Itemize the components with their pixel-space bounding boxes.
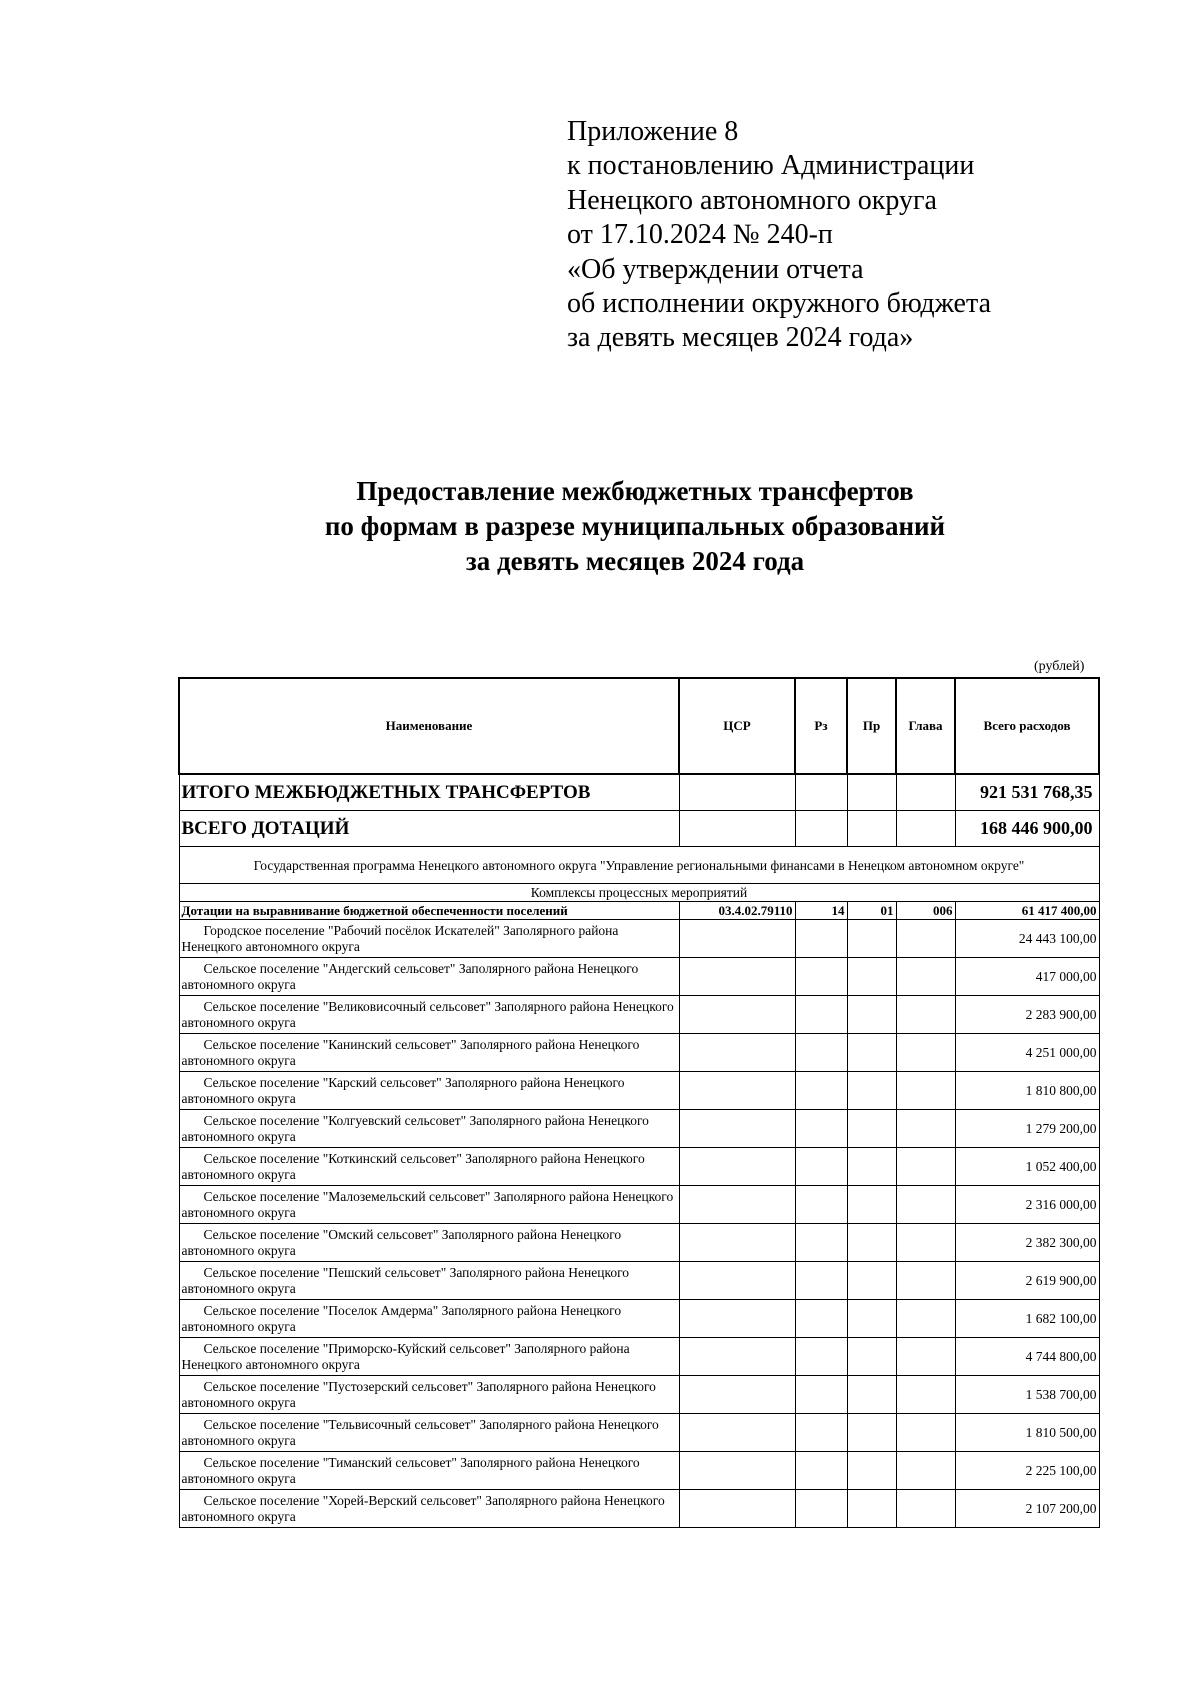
table-header-row bbox=[179, 678, 1099, 774]
csr-cell bbox=[679, 1376, 795, 1414]
appendix-line: Ненецкого автономного округа bbox=[567, 184, 937, 216]
pr-cell bbox=[847, 1224, 896, 1262]
rz-cell bbox=[795, 1186, 847, 1224]
appendix-line: Приложение 8 bbox=[567, 116, 739, 147]
grant-csr: 03.4.02.79110 bbox=[679, 902, 795, 920]
municipality-name: Сельское поселение "Великовисочный сельсовет" Заполярного района Ненецкого автономного округа bbox=[179, 996, 679, 1034]
municipality-name: Сельское поселение "Омский сельсовет" Заполярного района Ненецкого автономного округа bbox=[179, 1224, 679, 1262]
pr-cell bbox=[847, 1490, 896, 1528]
pr-cell bbox=[847, 1338, 896, 1376]
csr-cell bbox=[679, 1034, 795, 1072]
appendix-line: за девять месяцев 2024 года» bbox=[567, 322, 914, 354]
glava-cell bbox=[896, 1452, 955, 1490]
csr-cell bbox=[679, 1148, 795, 1186]
pr-cell bbox=[847, 1414, 896, 1452]
subsidies-total-amount: 168 446 900,00 bbox=[955, 811, 1099, 847]
glava-cell bbox=[896, 1034, 955, 1072]
appendix-block bbox=[567, 115, 991, 356]
rz-cell bbox=[795, 1110, 847, 1148]
pr-cell bbox=[847, 1186, 896, 1224]
glava-cell bbox=[896, 1148, 955, 1186]
table-row bbox=[179, 1148, 1099, 1186]
table-row bbox=[179, 1262, 1099, 1300]
municipality-name: Сельское поселение "Поселок Амдерма" Заполярного района Ненецкого автономного округа bbox=[179, 1300, 679, 1338]
municipality-name: Сельское поселение "Колгуевский сельсовет" Заполярного района Ненецкого автономного округа bbox=[179, 1110, 679, 1148]
rz-cell bbox=[795, 1300, 847, 1338]
municipality-amount: 2 619 900,00 bbox=[955, 1262, 1099, 1300]
program-row bbox=[179, 847, 1099, 884]
grant-amount: 61 417 400,00 bbox=[955, 902, 1099, 920]
municipality-amount: 2 316 000,00 bbox=[955, 1186, 1099, 1224]
csr-cell bbox=[679, 1186, 795, 1224]
municipality-amount: 1 810 500,00 bbox=[955, 1414, 1099, 1452]
glava-cell bbox=[896, 1338, 955, 1376]
table-row bbox=[179, 920, 1099, 958]
glava-cell bbox=[896, 1376, 955, 1414]
municipality-amount: 1 810 800,00 bbox=[955, 1072, 1099, 1110]
rz-cell bbox=[795, 1262, 847, 1300]
municipality-amount: 2 382 300,00 bbox=[955, 1224, 1099, 1262]
rz-cell bbox=[795, 1148, 847, 1186]
csr-cell bbox=[679, 1262, 795, 1300]
table-row bbox=[179, 1110, 1099, 1148]
header-pr: Пр bbox=[847, 678, 896, 774]
municipality-amount: 24 443 100,00 bbox=[955, 920, 1099, 958]
municipality-amount: 1 279 200,00 bbox=[955, 1110, 1099, 1148]
rz-cell bbox=[795, 958, 847, 996]
municipality-amount: 2 225 100,00 bbox=[955, 1452, 1099, 1490]
pr-cell bbox=[847, 1376, 896, 1414]
pr-cell bbox=[847, 1452, 896, 1490]
grant-name: Дотации на выравнивание бюджетной обеспеченности поселений bbox=[179, 902, 679, 920]
table-row bbox=[179, 1490, 1099, 1528]
glava-cell bbox=[896, 1300, 955, 1338]
pr-cell bbox=[847, 1148, 896, 1186]
table-row bbox=[179, 1452, 1099, 1490]
municipality-name: Городское поселение "Рабочий посёлок Искателей" Заполярного района Ненецкого автономного округа bbox=[179, 920, 679, 958]
csr-cell bbox=[679, 1300, 795, 1338]
municipality-name: Сельское поселение "Приморско-Куйский сельсовет" Заполярного района Ненецкого автономного округа bbox=[179, 1338, 679, 1376]
title-line: за девять месяцев 2024 года bbox=[465, 546, 805, 576]
csr-cell bbox=[679, 996, 795, 1034]
pr-cell bbox=[847, 958, 896, 996]
appendix-line: «Об утверждении отчета bbox=[567, 253, 864, 285]
glava-cell bbox=[896, 920, 955, 958]
municipality-name: Сельское поселение "Канинский сельсовет" Заполярного района Ненецкого автономного округа bbox=[179, 1034, 679, 1072]
municipality-amount: 1 538 700,00 bbox=[955, 1376, 1099, 1414]
table-row bbox=[179, 958, 1099, 996]
table-row bbox=[179, 1338, 1099, 1376]
rz-cell bbox=[795, 1224, 847, 1262]
units-label: (рублей) bbox=[1034, 659, 1085, 674]
municipality-amount: 417 000,00 bbox=[955, 958, 1099, 996]
grant-glava: 006 bbox=[896, 902, 955, 920]
glava-cell bbox=[896, 1490, 955, 1528]
table-row bbox=[179, 1300, 1099, 1338]
glava-cell bbox=[896, 1072, 955, 1110]
municipality-amount: 4 251 000,00 bbox=[955, 1034, 1099, 1072]
rz-cell bbox=[795, 996, 847, 1034]
municipality-name: Сельское поселение "Андегский сельсовет" Заполярного района Ненецкого автономного округа bbox=[179, 958, 679, 996]
table-row bbox=[179, 1186, 1099, 1224]
table-row bbox=[179, 1072, 1099, 1110]
rz-cell bbox=[795, 1034, 847, 1072]
transfers-table bbox=[178, 677, 1100, 1528]
csr-cell bbox=[679, 1452, 795, 1490]
municipality-name: Сельское поселение "Карский сельсовет" Заполярного района Ненецкого автономного округа bbox=[179, 1072, 679, 1110]
glava-cell bbox=[896, 1110, 955, 1148]
table-row bbox=[179, 996, 1099, 1034]
municipality-name: Сельское поселение "Пешский сельсовет" Заполярного района Ненецкого автономного округа bbox=[179, 1262, 679, 1300]
complex-row bbox=[179, 884, 1099, 902]
document-title bbox=[0, 474, 1200, 579]
header-rz: Рз bbox=[795, 678, 847, 774]
grand-total-amount: 921 531 768,35 bbox=[955, 774, 1099, 811]
subsidies-total-row bbox=[179, 811, 1099, 847]
complex-title: Комплексы процессных мероприятий bbox=[179, 884, 1099, 902]
table-row bbox=[179, 1034, 1099, 1072]
rz-cell bbox=[795, 1338, 847, 1376]
municipality-amount: 1 682 100,00 bbox=[955, 1300, 1099, 1338]
pr-cell bbox=[847, 996, 896, 1034]
header-total: Всего расходов bbox=[955, 678, 1099, 774]
pr-cell bbox=[847, 1110, 896, 1148]
glava-cell bbox=[896, 1262, 955, 1300]
csr-cell bbox=[679, 958, 795, 996]
csr-cell bbox=[679, 1490, 795, 1528]
csr-cell bbox=[679, 1338, 795, 1376]
rz-cell bbox=[795, 1490, 847, 1528]
csr-cell bbox=[679, 920, 795, 958]
header-csr: ЦСР bbox=[679, 678, 795, 774]
csr-cell bbox=[679, 1414, 795, 1452]
pr-cell bbox=[847, 1262, 896, 1300]
grant-rz: 14 bbox=[795, 902, 847, 920]
municipality-name: Сельское поселение "Тельвисочный сельсовет" Заполярного района Ненецкого автономного округа bbox=[179, 1414, 679, 1452]
municipality-name: Сельское поселение "Коткинский сельсовет" Заполярного района Ненецкого автономного округа bbox=[179, 1148, 679, 1186]
glava-cell bbox=[896, 1414, 955, 1452]
rz-cell bbox=[795, 1452, 847, 1490]
appendix-line: к постановлению Администрации bbox=[567, 150, 975, 182]
glava-cell bbox=[896, 1224, 955, 1262]
table-row bbox=[179, 1224, 1099, 1262]
municipality-name: Сельское поселение "Тиманский сельсовет" Заполярного района Ненецкого автономного округа bbox=[179, 1452, 679, 1490]
grant-row bbox=[179, 902, 1099, 920]
pr-cell bbox=[847, 1072, 896, 1110]
pr-cell bbox=[847, 920, 896, 958]
municipality-name: Сельское поселение "Пустозерский сельсовет" Заполярного района Ненецкого автономного округа bbox=[179, 1376, 679, 1414]
csr-cell bbox=[679, 1072, 795, 1110]
municipality-name: Сельское поселение "Малоземельский сельсовет" Заполярного района Ненецкого автономного округа bbox=[179, 1186, 679, 1224]
csr-cell bbox=[679, 1224, 795, 1262]
header-name: Наименование bbox=[179, 678, 679, 774]
csr-cell bbox=[679, 1110, 795, 1148]
rz-cell bbox=[795, 1414, 847, 1452]
table-row bbox=[179, 1414, 1099, 1452]
glava-cell bbox=[896, 1186, 955, 1224]
title-line: по формам в разрезе муниципальных образований bbox=[324, 511, 946, 541]
rz-cell bbox=[795, 1072, 847, 1110]
pr-cell bbox=[847, 1300, 896, 1338]
glava-cell bbox=[896, 996, 955, 1034]
title-line: Предоставление межбюджетных трансфертов bbox=[356, 476, 914, 506]
program-title: Государственная программа Ненецкого автономного округа "Управление региональными финансами в Ненецком автономном округе" bbox=[179, 847, 1099, 884]
grand-total-row bbox=[179, 774, 1099, 811]
header-glava: Глава bbox=[896, 678, 955, 774]
municipality-amount: 2 107 200,00 bbox=[955, 1490, 1099, 1528]
rz-cell bbox=[795, 1376, 847, 1414]
glava-cell bbox=[896, 958, 955, 996]
grant-pr: 01 bbox=[847, 902, 896, 920]
municipality-amount: 4 744 800,00 bbox=[955, 1338, 1099, 1376]
municipality-amount: 2 283 900,00 bbox=[955, 996, 1099, 1034]
appendix-line: об исполнении окружного бюджета bbox=[567, 288, 991, 320]
subsidies-total-label: ВСЕГО ДОТАЦИЙ bbox=[179, 811, 679, 847]
grand-total-label: ИТОГО МЕЖБЮДЖЕТНЫХ ТРАНСФЕРТОВ bbox=[179, 774, 679, 811]
rz-cell bbox=[795, 920, 847, 958]
appendix-line: от 17.10.2024 № 240-п bbox=[567, 219, 833, 251]
municipality-name: Сельское поселение "Хорей-Верский сельсовет" Заполярного района Ненецкого автономного округа bbox=[179, 1490, 679, 1528]
table-row bbox=[179, 1376, 1099, 1414]
municipality-amount: 1 052 400,00 bbox=[955, 1148, 1099, 1186]
pr-cell bbox=[847, 1034, 896, 1072]
